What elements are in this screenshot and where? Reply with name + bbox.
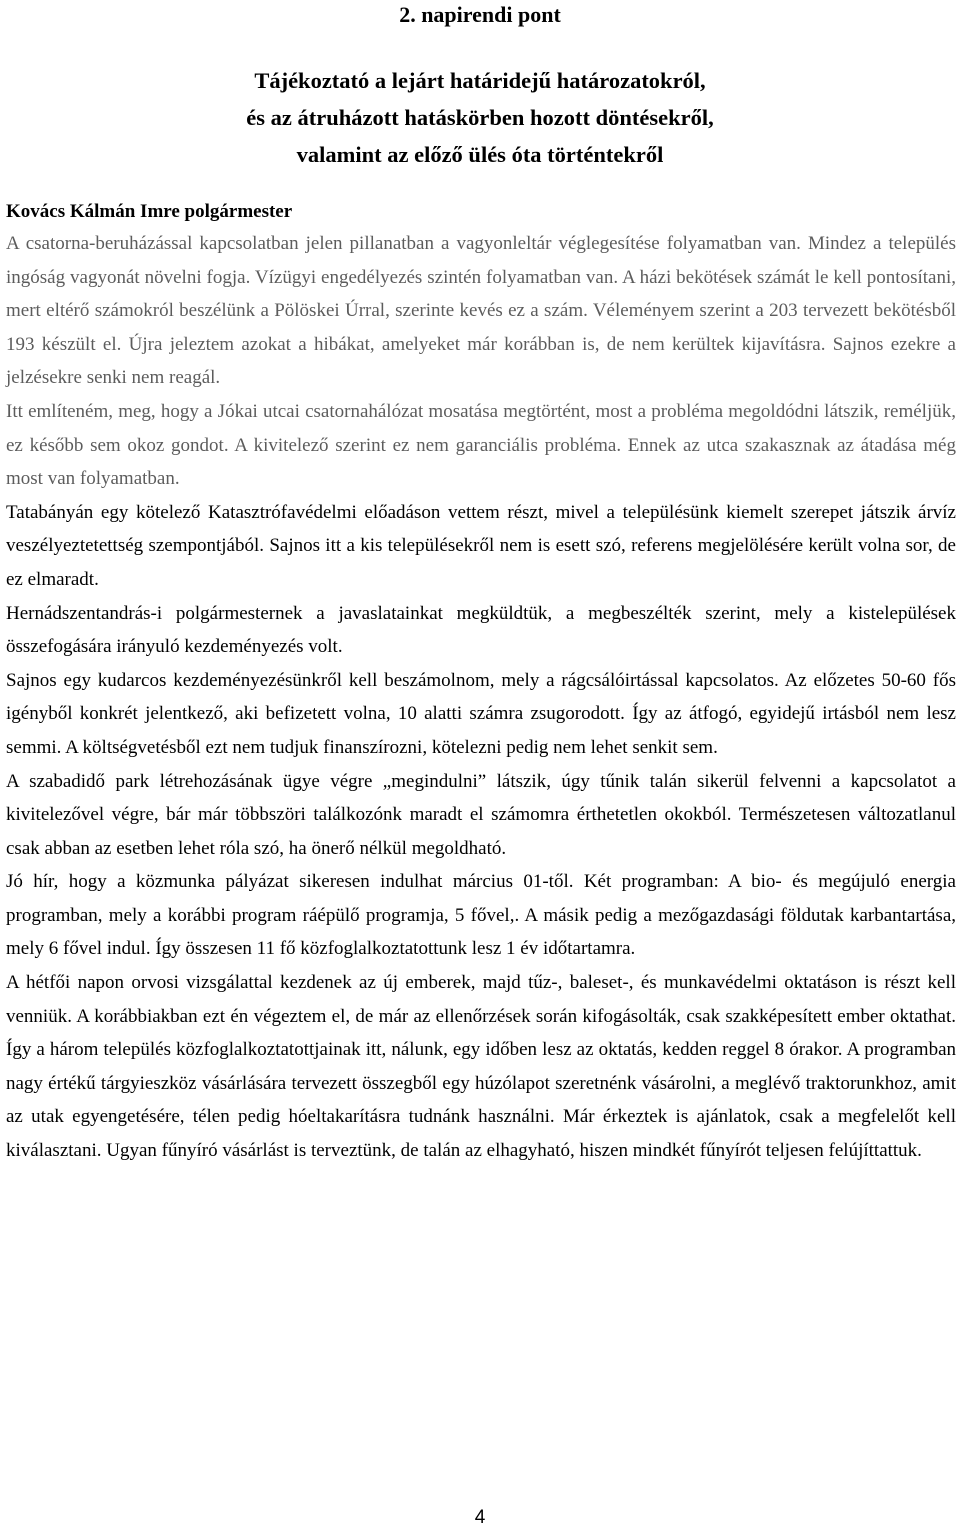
paragraph [6,227,956,395]
paragraph-text: A szabadidő park létrehozásának ügye végre „megindulni” látszik, úgy tűnik talán sikerül felvenni a kapcsolatot a kivitelezővel végre, bár már többszöri találkozónk maradt el számomra érthetetlen okokból. Természetesen változatlanul csak abban az esetben lehet róla szó, ha önerő nélkül megoldható. [6,770,956,859]
paragraph [6,395,956,496]
page-number: 4 [474,1507,486,1528]
title-line: Tájékoztató a lejárt határidejű határozatokról, [254,68,706,93]
paragraph-text: Hernádszentandrás-i polgármesternek a javaslatainkat megküldtük, a megbeszélték szerint, mely a kistelepülések összefogására irányuló kezdeményezés volt. [6,602,956,658]
body-text [6,227,956,1168]
paragraph [6,597,956,664]
speaker-name: Kovács Kálmán Imre polgármester [6,201,293,222]
paragraph-text: A csatorna-beruházással kapcsolatban jelen pillanatban a vagyonleltár véglegesítése folyamatban van. Mindez a település ingóság vagyonát növelni fogja. Vízügyi engedélyezés szintén folyamatban van. A házi bekötések számát le kell pontosítani, mert eltérő számokról beszélünk a Pölöskei Úrral, szerinte kevés ez a szám. Véleményem szerint a 203 tervezett bekötésből 193 készült el. Újra jeleztem azokat a hibákat, amelyeket már korábban is, de nem kerültek kijavításra. Sajnos ezekre a jelzésekre senki nem reagál. [6,233,956,389]
title-line: valamint az előző ülés óta történtekről [296,142,664,167]
paragraph-text: Tatabányán egy kötelező Katasztrófavédelmi előadáson vettem részt, mivel a településünk kiemelt szerepet játszik árvíz veszélyeztetettség szempontjából. Sajnos itt a kis településekről nem is esett szó, referens megjelölésére került volna sor, de ez elmaradt. [6,501,956,590]
paragraph-text: Sajnos egy kudarcos kezdeményezésünkről kell beszámolnom, mely a rágcsálóirtással kapcsolatos. Az előzetes 50-60 fős igényből konkrét jelentkező, aki befizetett volna, 10 alatti számra zsugorodott. Így az átfogó, egyidejű irtásból nem lesz semmi. A költségvetésből ezt nem tudjuk finanszírozni, kötelezni pedig nem lehet senkit sem. [6,669,956,758]
paragraph [6,664,956,765]
document-title [0,62,960,173]
paragraph [6,496,956,597]
title-line: és az átruházott hatáskörben hozott döntésekről, [246,105,714,130]
paragraph-text: Itt említeném, meg, hogy a Jókai utcai csatornahálózat mosatása megtörtént, most a probléma megoldódni látszik, reméljük, ez később sem okoz gondot. A kivitelező szerint ez nem garanciális probléma. Ennek az utca szakasznak az átadása még most van folyamatban. [6,400,956,490]
paragraph [6,765,956,866]
paragraph [6,966,956,1168]
paragraph [6,865,956,966]
paragraph-text: A hétfői napon orvosi vizsgálattal kezdenek az új emberek, majd tűz-, baleset-, és munkavédelmi oktatáson is részt kell venniük. A korábbiakban ezt én végeztem el, de már az ellenőrzések során kifogásolták, csak szakképesített ember oktathat. Így a három település közfoglalkoztatottjainak itt, nálunk, egy időben lesz az oktatás, kedden reggel 8 órakor. A programban nagy értékű tárgyieszköz vásárlására tervezett összegből egy húzólapot szeretnénk vásárolni, a meglévő traktorunkhoz, amit az utak egyengetésére, télen pedig hóeltakarításra tudnánk használni. Már érkeztek is ajánlatok, csak a megfelelőt kell kiválasztani. Ugyan fűnyíró vásárlást is terveztünk, de talán az elhagyható, hiszen mindkét fűnyírót teljesen felújíttattuk. [6,972,956,1162]
paragraph-text: Jó hír, hogy a közmunka pályázat sikeresen indulhat március 01-től. Két programban: A bio- és megújuló energia programban, mely a korábbi program ráépülő programja, 5 fővel,. A másik pedig a mezőgazdasági földutak karbantartása, mely 6 fővel indul. Így összesen 11 fő közfoglalkoztatottunk lesz 1 év időtartamra. [6,871,956,960]
agenda-heading: 2. napirendi pont [399,2,561,27]
